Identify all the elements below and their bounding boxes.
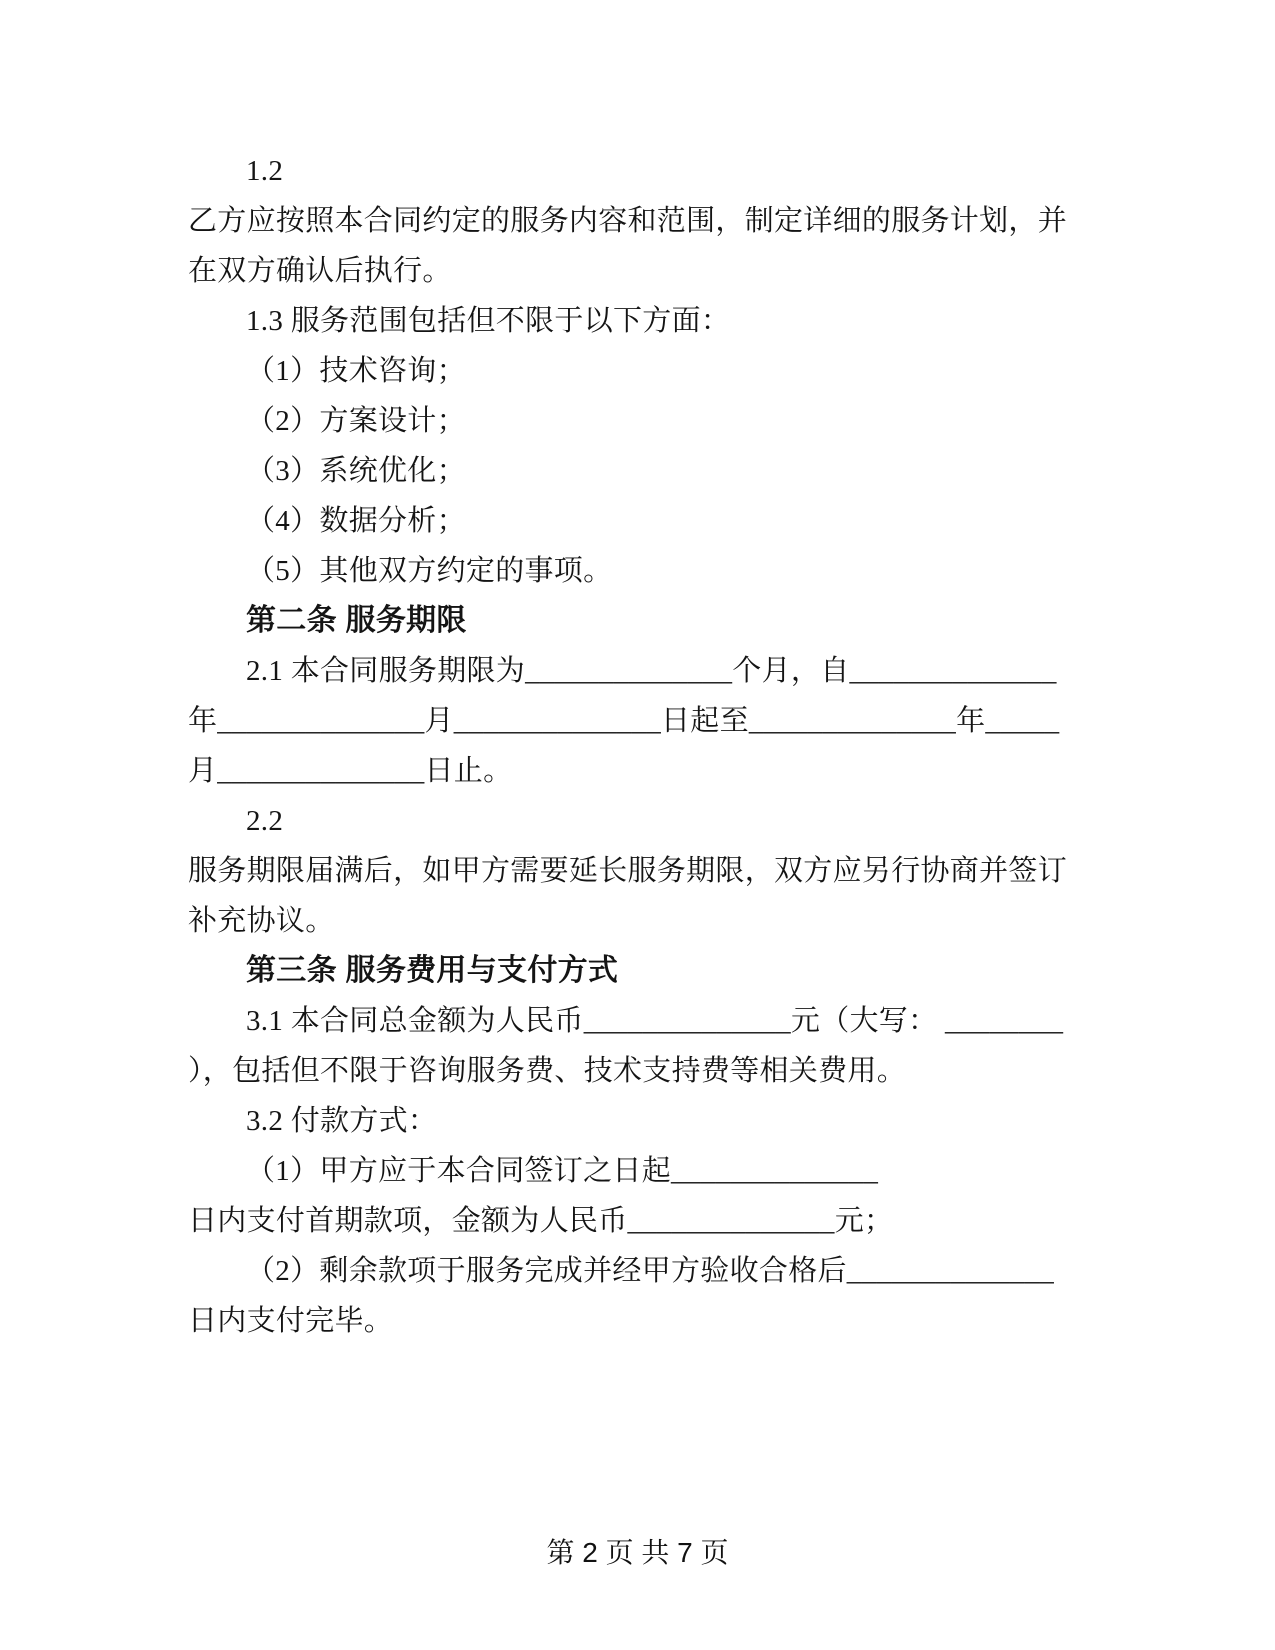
document-body: [188, 146, 1093, 1346]
document-line: （1）甲方应于本合同签订之日起______________: [246, 1155, 879, 1187]
document-line: 2.2: [246, 805, 284, 837]
document-line: 年______________月______________日起至______________年_____: [188, 705, 1060, 737]
section-heading: 第三条 服务费用与支付方式: [246, 954, 619, 987]
document-line: （5）其他双方约定的事项。: [246, 555, 613, 587]
document-line: ），包括但不限于咨询服务费、技术支持费等相关费用。: [188, 1055, 907, 1087]
document-line: 3.1 本合同总金额为人民币______________元（大写： ________: [246, 1005, 1064, 1037]
document-line: （1）技术咨询；: [246, 355, 466, 387]
document-line: 乙方应按照本合同约定的服务内容和范围，制定详细的服务计划，并: [188, 205, 1068, 237]
document-line: 在双方确认后执行。: [188, 255, 452, 287]
document-line: 1.3 服务范围包括但不限于以下方面：: [246, 305, 731, 337]
document-line: 补充协议。: [188, 905, 335, 937]
section-heading: 第二条 服务期限: [246, 604, 467, 637]
document-line: （2）方案设计；: [246, 405, 466, 437]
document-line: （3）系统优化；: [246, 455, 466, 487]
document-line: 月______________日止。: [188, 755, 513, 787]
page-number: 第 2 页 共 7 页: [546, 1537, 729, 1568]
document-line: 日内支付完毕。: [188, 1305, 394, 1337]
document-line: 服务期限届满后，如甲方需要延长服务期限，双方应另行协商并签订: [188, 855, 1068, 887]
document-line: 日内支付首期款项，金额为人民币______________元；: [188, 1205, 894, 1237]
document-line: （2）剩余款项于服务完成并经甲方验收合格后______________: [246, 1255, 1055, 1287]
document-line: 2.1 本合同服务期限为______________个月，自______________: [246, 655, 1057, 687]
page-footer: [0, 1532, 1275, 1574]
document-line: （4）数据分析；: [246, 505, 466, 537]
document-line: 3.2 付款方式：: [246, 1105, 438, 1137]
document-line: 1.2: [246, 155, 284, 187]
